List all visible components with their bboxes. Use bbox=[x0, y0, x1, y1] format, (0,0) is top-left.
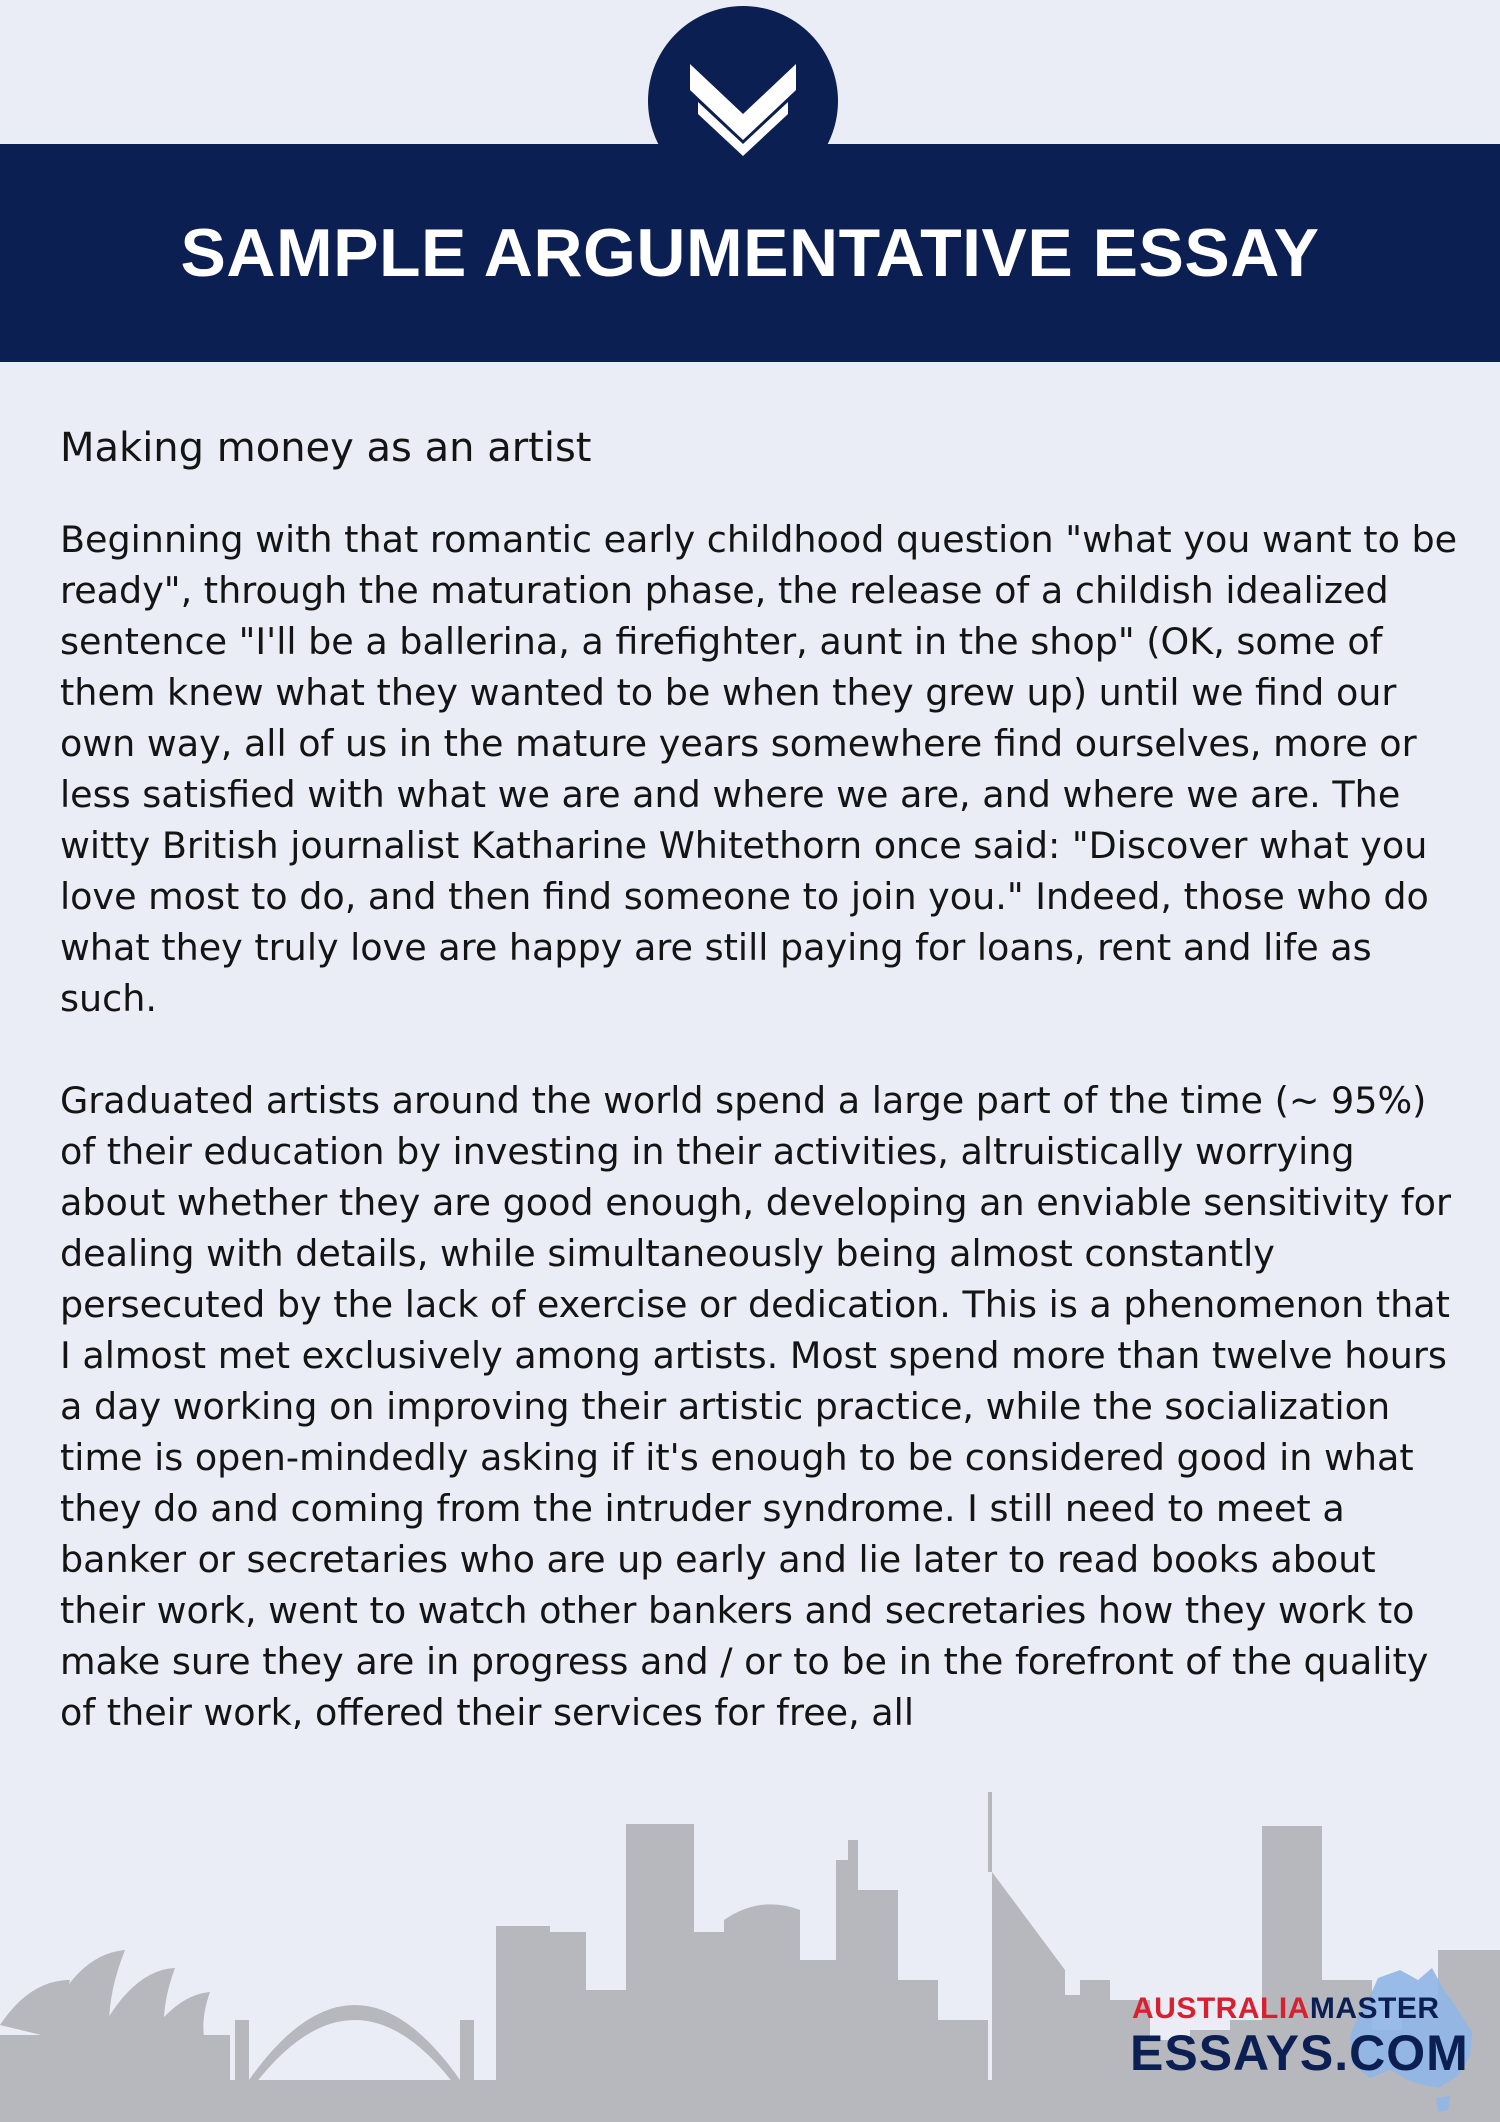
logo-text-bottom: ESSAYS.COM bbox=[1130, 2025, 1469, 2081]
logo-text-australia: AUSTRALIA bbox=[1132, 1992, 1310, 2025]
essay-body bbox=[60, 418, 1460, 1789]
logo-text-top bbox=[1132, 1992, 1440, 2026]
essay-paragraph-2: Graduated artists around the world spend a large part of the time (~ 95%) of their education by investing in their activities, altruistically worrying about whether they are good enough, developing an enviable sensitivity for dealing with details, while simultaneously being almost constantly persecuted by the lack of exercise or dedication. This is a phenomenon that I almost met exclusively among artists. Most spend more than twelve hours a day working on improving their artistic practice, while the socialization time is open-mindedly asking if it's enough to be considered good in what they do and coming from the intruder syndrome. I still need to meet a banker or secretaries who are up early and lie later to read books about their work, went to watch other bankers and secretaries how they work to make sure they are in progress and / or to be in the forefront of the quality of their work, offered their services for free, all bbox=[60, 1079, 1451, 1734]
essay-paragraph-1: Beginning with that romantic early childhood question "what you want to be ready", through the maturation phase, the release of a childish idealized sentence "I'll be a ballerina, a firefighter, aunt in the shop" (OK, some of them knew what they wanted to be when they grew up) until we find our own way, all of us in the mature years somewhere find ourselves, more or less satisfied with what we are and where we are, and where we are. The witty British journalist Katharine Whitethorn once said: "Discover what you love most to do, and then find someone to join you." Indeed, those who do what they truly love are happy are still paying for loans, rent and life as such. bbox=[60, 518, 1458, 1020]
page-title: SAMPLE ARGUMENTATIVE ESSAY bbox=[180, 215, 1320, 291]
site-logo bbox=[1120, 1980, 1480, 2110]
logo-text-master: MASTER bbox=[1309, 1992, 1440, 2025]
essay-title: Making money as an artist bbox=[60, 425, 592, 471]
